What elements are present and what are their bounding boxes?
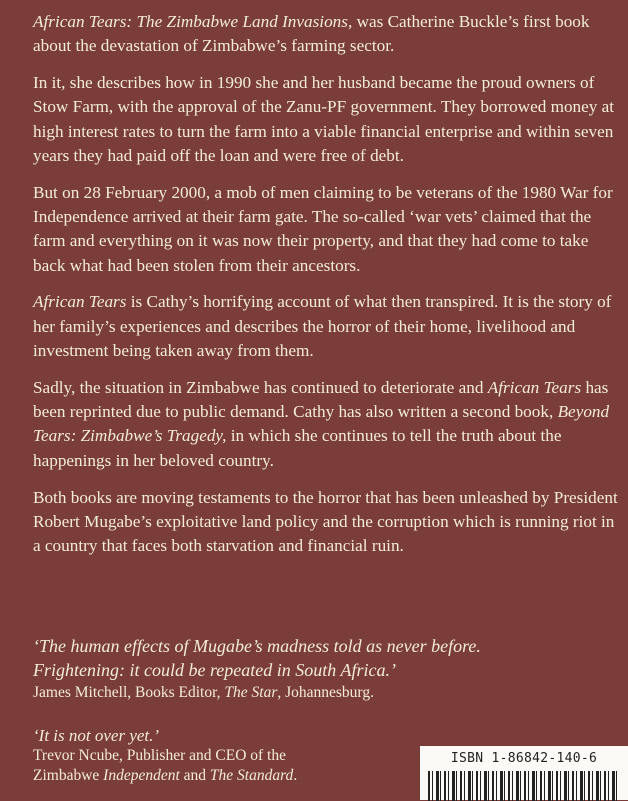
blurb-paragraph-4 [33,290,623,363]
attribution-text: and [179,766,210,784]
blurb-paragraph-1 [33,10,623,59]
quote-attribution-line-1: Trevor Ncube, Publisher and CEO of the [33,747,286,764]
review-quote-1 [33,634,623,703]
back-cover-blurb [33,10,623,571]
blurb-text: , was Catherine Buckle’s first book about the devastation of Zimbabwe’s farming sector. [33,12,590,56]
blurb-text: in which she continues to tell the truth about the happenings in her beloved country. [33,426,562,470]
attribution-text: Zimbabwe [33,766,104,784]
book-title: Beyond Tears: Zimbabwe’s Tragedy, [33,402,610,446]
publication-name: The Star [224,684,278,701]
quote-line-2: Frightening: it could be repeated in South Africa.’ [33,660,396,680]
attribution-text: , Johannesburg. [277,684,374,701]
publication-name: The Standard [209,766,294,784]
isbn-number: ISBN 1-86842-140-6 [450,751,598,766]
isbn-barcode [420,746,628,800]
book-title: African Tears: The Zimbabwe Land Invasions [33,12,348,31]
quote-line-1: ‘The human effects of Mugabe’s madness told as never before. [33,636,481,656]
blurb-paragraph-5 [33,376,623,473]
attribution-text: James Mitchell, Books Editor, [33,684,225,701]
blurb-text: is Cathy’s horrifying account of what then transpired. It is the story of her family’s experiences and describes the horror of their home, livelihood and investment being taken away from them. [33,292,612,361]
blurb-text: has been reprinted due to public demand. Cathy has also written a second book, [33,377,609,422]
blurb-paragraph-3: But on 28 February 2000, a mob of men claiming to be veterans of the 1980 War for Independence arrived at their farm gate. The so-called ‘war vets’ claimed that the farm and everything on it was now their property, and that they had come to take back what had been stolen from their ancestors. [33,182,613,275]
barcode-bars [428,771,620,801]
publication-name: Independent [103,766,180,784]
quote-text: ‘It is not over yet.’ [33,726,160,745]
blurb-paragraph-2: In it, she describes how in 1990 she and her husband became the proud owners of Stow Farm, with the approval of the Zanu-PF government. They borrowed money at high interest rates to turn the farm into a viable financial enterprise and within seven years they had paid off the loan and were free of debt. [33,73,615,165]
blurb-paragraph-6: Both books are moving testaments to the horror that has been unleashed by President Robert Mugabe’s exploitative land policy and the corruption which is running riot in a country that faces both starvation and financial ruin. [33,487,618,556]
book-title: African Tears [487,377,582,397]
quote-attribution [33,682,623,703]
blurb-text: Sadly, the situation in Zimbabwe has continued to deteriorate and [33,377,488,397]
book-title: African Tears [33,292,127,312]
attribution-text: . [293,766,298,784]
